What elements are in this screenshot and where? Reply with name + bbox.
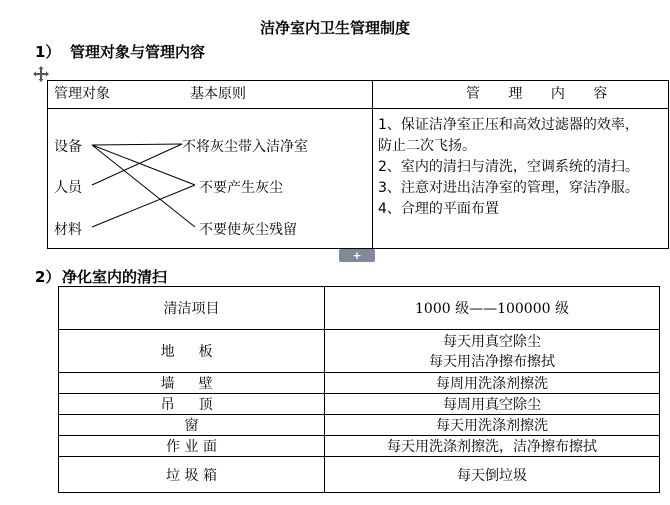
table-row bbox=[59, 330, 660, 373]
content-line: 2、室内的清扫与清洗，空调系统的清扫。 bbox=[378, 159, 639, 175]
content-line: 1、保证洁净室正压和高效过滤器的效率， bbox=[378, 117, 639, 133]
connector-line bbox=[92, 145, 195, 227]
cell-method: 每天用洗涤剂擦洗，洁净擦布擦拭 bbox=[325, 436, 660, 457]
header-management-content: 管 理 内 容 bbox=[466, 86, 620, 102]
cell-item: 窗 bbox=[59, 415, 325, 436]
table-row bbox=[59, 373, 660, 394]
object-material: 材料 bbox=[54, 222, 82, 238]
plus-icon[interactable]: + bbox=[339, 249, 375, 262]
cell-item: 墙 壁 bbox=[59, 373, 325, 394]
section-2-number: 2） bbox=[35, 268, 61, 286]
object-equipment: 设备 bbox=[54, 139, 82, 155]
method-line: 每天用真空除尘 bbox=[443, 334, 541, 350]
connector-line bbox=[92, 145, 195, 185]
table-row bbox=[59, 394, 660, 415]
table-row bbox=[59, 457, 660, 493]
principle-no-dust-in: 不将灰尘带入洁净室 bbox=[182, 139, 308, 155]
connector-line bbox=[92, 144, 182, 145]
connector-line bbox=[92, 185, 195, 227]
header-cleaning-item: 清洁项目 bbox=[59, 287, 325, 330]
header-management-object: 管理对象 bbox=[54, 86, 110, 102]
table-row bbox=[59, 436, 660, 457]
header-cleanliness-class: 1000 级——100000 级 bbox=[325, 287, 660, 330]
section-1-number: 1） bbox=[35, 43, 61, 61]
cell-method: 每周用真空除尘 bbox=[325, 394, 660, 415]
table-header-row bbox=[59, 287, 660, 330]
object-personnel: 人员 bbox=[54, 180, 82, 196]
content-line: 防止二次飞扬。 bbox=[378, 138, 476, 154]
cell-method: 每天倒垃圾 bbox=[325, 457, 660, 493]
principle-no-dust-generated: 不要产生灰尘 bbox=[199, 180, 283, 196]
cell-method bbox=[325, 330, 660, 373]
section-1-title: 管理对象与管理内容 bbox=[70, 43, 206, 61]
header-basic-principle: 基本原则 bbox=[190, 86, 246, 102]
method-line: 每天用洁净擦布擦拭 bbox=[429, 354, 555, 370]
cell-method: 每周用洗涤剂擦洗 bbox=[325, 373, 660, 394]
table-row bbox=[59, 415, 660, 436]
cell-item: 吊 顶 bbox=[59, 394, 325, 415]
section-2-title: 净化室内的清扫 bbox=[62, 268, 168, 286]
document-title: 洁净室内卫生管理制度 bbox=[259, 19, 410, 37]
content-line: 3、注意对进出洁净室的管理，穿洁净服。 bbox=[378, 180, 639, 196]
cleaning-table bbox=[58, 286, 660, 493]
cell-method: 每天用洗涤剂擦洗 bbox=[325, 415, 660, 436]
cell-item: 地 板 bbox=[59, 330, 325, 373]
content-line: 4、合理的平面布置 bbox=[378, 201, 499, 217]
cell-item: 垃 圾 箱 bbox=[59, 457, 325, 493]
principle-no-dust-residue: 不要使灰尘残留 bbox=[199, 222, 297, 238]
cell-item: 作 业 面 bbox=[59, 436, 325, 457]
